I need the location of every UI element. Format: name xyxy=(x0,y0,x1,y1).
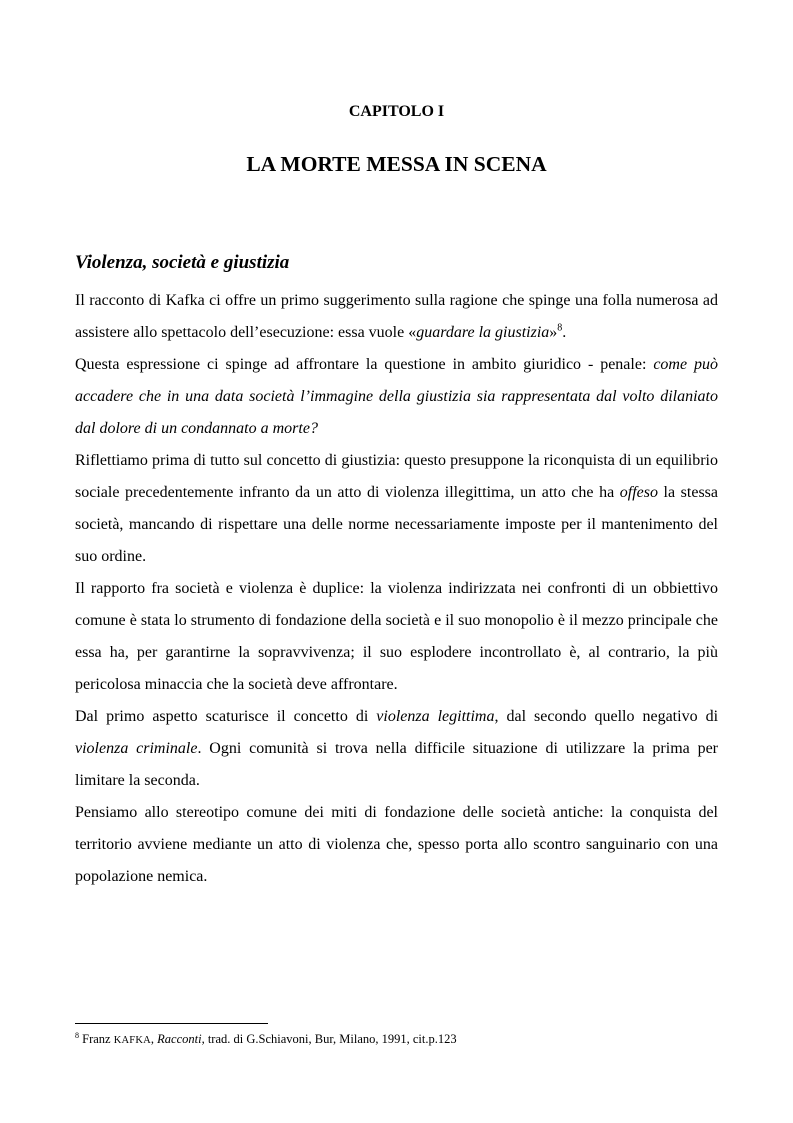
paragraph-3 xyxy=(75,445,718,573)
footnote-work-title: Racconti, xyxy=(157,1032,205,1046)
chapter-label: CAPITOLO I xyxy=(348,103,445,120)
italic-question: come può accadere che in una data società l’immagine della giustizia sia rappresentata dal volto dilaniato dal dolore di un condannato a morte? xyxy=(75,356,719,437)
paragraph-6 xyxy=(75,797,718,893)
paragraph-4 xyxy=(75,573,718,701)
text-run: Pensiamo allo stereotipo comune dei miti di fondazione delle società antiche: la conquista del territorio avviene mediante un atto di violenza che, spesso porta allo scontro sanguinario con una popolazione nemica. xyxy=(75,804,718,885)
text-run: » xyxy=(549,324,558,341)
footnote-author-last: KAFKA xyxy=(113,1035,151,1046)
text-run: Il racconto di Kafka ci offre un primo suggerimento sulla ragione che spinge una folla numerosa ad assistere allo spettacolo dell’esecuzione: essa vuole « xyxy=(75,292,718,341)
section-heading: Violenza, società e giustizia xyxy=(75,252,290,273)
italic-term: violenza legittima xyxy=(376,708,495,725)
text-run: Il rapporto fra società e violenza è duplice: la violenza indirizzata nei confronti di un obbiettivo comune è stata lo strumento di fondazione della società e il suo monopolio è il mezzo principale che essa ha, per garantirne la sopravvivenza; il suo esplodere incontrollato è, al contrario, la più pericolosa minaccia che la società deve affrontare. xyxy=(75,580,718,693)
footnote-divider xyxy=(75,1023,268,1024)
footnote-details: trad. di G.Schiavoni, Bur, Milano, 1991, cit.p.123 xyxy=(204,1032,457,1046)
text-run: . xyxy=(562,324,567,341)
text-run: Dal primo aspetto scaturisce il concetto di xyxy=(75,708,377,725)
text-run: Riflettiamo prima di tutto sul concetto di giustizia: questo presuppone la riconquista di un equilibrio sociale precedentemente infranto da un atto di violenza illegittima, un atto che ha xyxy=(75,452,718,501)
paragraph-1 xyxy=(75,285,718,349)
text-run: . Ogni comunità si trova nella difficile situazione di utilizzare la prima per limitare la seconda. xyxy=(75,740,719,789)
italic-quote: guardare la giustizia xyxy=(416,324,550,341)
footnote-author-first: Franz xyxy=(82,1032,114,1046)
italic-term: violenza criminale xyxy=(75,740,198,757)
chapter-title: LA MORTE MESSA IN SCENA xyxy=(246,152,547,176)
footnote-number: 8 xyxy=(75,1030,79,1040)
paragraph-2 xyxy=(75,349,718,445)
paragraph-5 xyxy=(75,701,718,797)
text-run: , xyxy=(150,1032,158,1046)
text-run: , dal secondo quello negativo di xyxy=(494,708,719,725)
text-run: Questa espressione ci spinge ad affrontare la questione in ambito giuridico - penale: xyxy=(75,356,654,373)
italic-term: offeso xyxy=(619,484,658,501)
text-run: la stessa società, mancando di rispettare una delle norme necessariamente imposte per il mantenimento del suo ordine. xyxy=(75,484,718,565)
footnote xyxy=(75,1031,718,1049)
body-text xyxy=(75,285,718,893)
footnote-reference[interactable]: 8 xyxy=(557,322,563,334)
